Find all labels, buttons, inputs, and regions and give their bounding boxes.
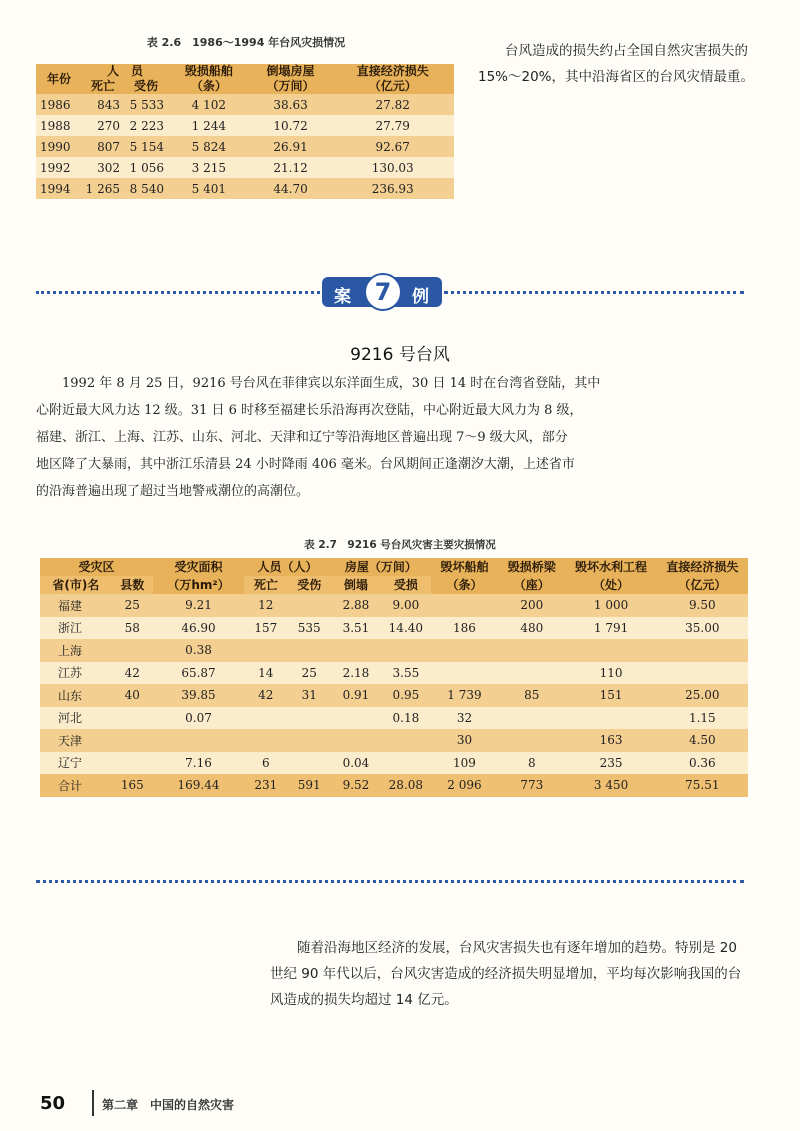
table-cell: 9.50	[657, 594, 748, 617]
table-cell: 235	[565, 752, 656, 775]
table-cell: 江苏	[40, 662, 112, 685]
table-cell: 上海	[40, 639, 112, 662]
col-dead: 死亡	[244, 576, 287, 594]
case-body-line: 的沿海普遍出现了超过当地警戒潮位的高潮位。	[36, 484, 310, 499]
table-cell: 9.21	[153, 594, 244, 617]
closing-paragraph: 随着沿海地区经济的发展，台风灾害损失也有逐年增加的趋势。特别是 20 世纪 90 年代以后，台风灾害造成的经济损失明显增加，平均每次影响我国的台风造成的损失均超过 14 亿元。	[270, 940, 742, 1008]
table-cell: 1 244	[168, 115, 250, 136]
table-cell: 270	[82, 115, 124, 136]
col-area: 受灾区	[40, 558, 153, 576]
table-cell: 773	[498, 774, 565, 797]
col-people: 人员（人）	[244, 558, 331, 576]
col-water-unit: （处）	[593, 578, 630, 592]
table-cell: 535	[288, 617, 331, 640]
table-cell: 9.00	[381, 594, 431, 617]
table-cell: 0.95	[381, 684, 431, 707]
col-ships: 毁损船舶	[168, 64, 250, 79]
table-cell: 157	[244, 617, 287, 640]
table-cell: 1 056	[124, 157, 168, 178]
table-cell: 山东	[40, 684, 112, 707]
table-cell: 40	[112, 684, 153, 707]
table-cell: 35.00	[657, 617, 748, 640]
table-cell: 1 791	[565, 617, 656, 640]
table-cell: 21.12	[250, 157, 332, 178]
case-number: 7	[374, 278, 392, 306]
table-cell: 辽宁	[40, 752, 112, 775]
case-body-line: 地区降了大暴雨，其中浙江乐清县 24 小时降雨 406 毫米。台风期间正逢潮汐大潮，上述省市	[36, 457, 575, 472]
table-cell: 31	[288, 684, 331, 707]
col-loss-unit: （亿元）	[678, 578, 727, 592]
side-note: 台风造成的损失约占全国自然灾害损失的 15%～20%，其中沿海省区的台风灾情最重。	[478, 43, 755, 85]
table-row	[40, 617, 748, 640]
table-row	[36, 136, 454, 157]
table-cell	[431, 594, 498, 617]
table-2-6	[36, 64, 454, 199]
col-affected-area-unit: （万hm²）	[167, 578, 230, 592]
table-cell: 2.88	[331, 594, 381, 617]
table-cell: 200	[498, 594, 565, 617]
col-loss-label: 直接经济损失	[666, 560, 739, 574]
table-2-7-caption: 表 2.7 9216 号台风灾害主要灾损情况	[304, 539, 496, 551]
table-cell	[288, 639, 331, 662]
col-affected-area-label: 受灾面积	[174, 560, 223, 574]
table-cell: 0.38	[153, 639, 244, 662]
table-cell: 14.40	[381, 617, 431, 640]
col-loss-unit: （亿元）	[331, 79, 454, 94]
dotted-divider	[444, 291, 744, 294]
table-cell: 58	[112, 617, 153, 640]
col-ships-label: 毁坏船舶	[440, 560, 489, 574]
table-cell: 3.55	[381, 662, 431, 685]
table-cell	[288, 594, 331, 617]
col-people: 人 员	[82, 64, 168, 79]
table-cell	[244, 729, 287, 752]
table-cell: 1992	[36, 157, 82, 178]
table-cell	[331, 639, 381, 662]
table-cell: 3 215	[168, 157, 250, 178]
table-cell	[112, 639, 153, 662]
table-cell: 4.50	[657, 729, 748, 752]
col-year: 年份	[36, 64, 82, 94]
table-cell: 32	[431, 707, 498, 730]
table-cell: 42	[112, 662, 153, 685]
table-2-6-caption: 表 2.6 1986～1994 年台风灾损情况	[146, 36, 346, 49]
table-cell	[498, 662, 565, 685]
table-cell: 39.85	[153, 684, 244, 707]
chapter-label: 第二章 中国的自然灾害	[102, 1098, 235, 1112]
table-cell: 110	[565, 662, 656, 685]
table-cell	[288, 707, 331, 730]
table-cell: 27.79	[331, 115, 454, 136]
table-cell: 3 450	[565, 774, 656, 797]
table-cell: 302	[82, 157, 124, 178]
table-cell: 1986	[36, 94, 82, 115]
table-cell: 44.70	[250, 178, 332, 199]
table-cell: 46.90	[153, 617, 244, 640]
table-cell	[657, 662, 748, 685]
table-row	[40, 662, 748, 685]
table-cell: 25	[112, 594, 153, 617]
col-bridges	[498, 558, 565, 594]
table-cell	[381, 752, 431, 775]
table-cell: 75.51	[657, 774, 748, 797]
table-row	[36, 157, 454, 178]
col-bridges-unit: （座）	[513, 578, 550, 592]
table-cell: 0.04	[331, 752, 381, 775]
table-cell: 14	[244, 662, 287, 685]
col-houses: 倒塌房屋	[250, 64, 332, 79]
table-row	[40, 684, 748, 707]
table-cell: 1994	[36, 178, 82, 199]
dotted-divider	[36, 291, 320, 294]
col-injured: 受伤	[124, 79, 168, 94]
table-cell: 4 102	[168, 94, 250, 115]
table-cell: 130.03	[331, 157, 454, 178]
case-badge-right: 例	[412, 287, 429, 307]
col-ships-unit: （条）	[446, 578, 483, 592]
case-body-line: 福建、浙江、上海、江苏、山东、河北、天津和辽宁等沿海地区普遍出现 7～9 级大风，部分	[36, 430, 568, 445]
table-cell: 236.93	[331, 178, 454, 199]
table-cell	[431, 662, 498, 685]
table-cell: 1988	[36, 115, 82, 136]
table-cell: 807	[82, 136, 124, 157]
table-row	[36, 94, 454, 115]
table-cell: 0.07	[153, 707, 244, 730]
table-row-total	[40, 774, 748, 797]
table-cell	[498, 729, 565, 752]
table-cell: 1 265	[82, 178, 124, 199]
col-damaged: 受损	[381, 576, 431, 594]
table-cell: 85	[498, 684, 565, 707]
table-cell: 9.52	[331, 774, 381, 797]
table-cell: 3.51	[331, 617, 381, 640]
table-cell	[498, 639, 565, 662]
table-cell: 5 154	[124, 136, 168, 157]
col-injured: 受伤	[288, 576, 331, 594]
col-water-label: 毁坏水利工程	[575, 560, 648, 574]
table-cell: 12	[244, 594, 287, 617]
table-cell: 6	[244, 752, 287, 775]
table-cell: 5 401	[168, 178, 250, 199]
table-cell: 25.00	[657, 684, 748, 707]
table-cell	[112, 707, 153, 730]
col-bridges-label: 毁损桥梁	[507, 560, 556, 574]
table-cell: 163	[565, 729, 656, 752]
table-row	[40, 752, 748, 775]
table-cell: 26.91	[250, 136, 332, 157]
col-dead: 死亡	[82, 79, 124, 94]
table-cell: 河北	[40, 707, 112, 730]
table-cell: 0.18	[381, 707, 431, 730]
table-cell: 福建	[40, 594, 112, 617]
table-row	[40, 639, 748, 662]
table-cell: 151	[565, 684, 656, 707]
table-cell: 109	[431, 752, 498, 775]
table-2-7	[40, 558, 748, 797]
table-cell	[331, 707, 381, 730]
case-badge-left: 案	[334, 287, 351, 307]
table-row	[36, 178, 454, 199]
col-ships	[431, 558, 498, 594]
table-cell: 38.63	[250, 94, 332, 115]
table-row	[40, 594, 748, 617]
table-cell: 231	[244, 774, 287, 797]
table-cell	[381, 639, 431, 662]
dotted-divider	[36, 880, 744, 883]
table-cell	[657, 639, 748, 662]
table-cell: 186	[431, 617, 498, 640]
table-cell	[112, 729, 153, 752]
table-cell	[381, 729, 431, 752]
table-row	[40, 729, 748, 752]
col-loss: 直接经济损失	[331, 64, 454, 79]
table-cell: 92.67	[331, 136, 454, 157]
col-counties: 县数	[112, 576, 153, 594]
table-cell	[244, 639, 287, 662]
case-body-line: 心附近最大风力达 12 级。31 日 6 时移至福建长乐沿海再次登陆，中心附近最大风力为 8 级，	[36, 403, 583, 418]
footer-divider	[92, 1090, 94, 1116]
table-cell: 0.36	[657, 752, 748, 775]
table-cell: 843	[82, 94, 124, 115]
table-cell: 1990	[36, 136, 82, 157]
table-row	[36, 115, 454, 136]
table-cell: 浙江	[40, 617, 112, 640]
table-cell: 169.44	[153, 774, 244, 797]
table-cell: 5 824	[168, 136, 250, 157]
table-cell: 1.15	[657, 707, 748, 730]
col-affected-area	[153, 558, 244, 594]
table-cell: 2 096	[431, 774, 498, 797]
case-number-circle	[364, 273, 402, 311]
case-badge	[322, 277, 442, 307]
table-cell: 591	[288, 774, 331, 797]
table-cell: 25	[288, 662, 331, 685]
col-ships-unit: （条）	[168, 79, 250, 94]
table-cell	[565, 707, 656, 730]
table-cell: 5 533	[124, 94, 168, 115]
table-cell	[565, 639, 656, 662]
table-cell	[331, 729, 381, 752]
case-body	[36, 370, 746, 505]
table-cell	[153, 729, 244, 752]
col-loss	[657, 558, 748, 594]
table-row	[40, 707, 748, 730]
table-cell: 0.91	[331, 684, 381, 707]
table-cell	[498, 707, 565, 730]
table-cell: 1 000	[565, 594, 656, 617]
table-cell: 27.82	[331, 94, 454, 115]
table-cell: 10.72	[250, 115, 332, 136]
table-cell: 2 223	[124, 115, 168, 136]
case-body-line: 1992 年 8 月 25 日，9216 号台风在菲律宾以东洋面生成，30 日 14 时在台湾省登陆，其中	[62, 376, 601, 391]
table-cell: 30	[431, 729, 498, 752]
table-cell: 165	[112, 774, 153, 797]
case-title: 9216 号台风	[350, 345, 450, 365]
table-cell: 天津	[40, 729, 112, 752]
page-number: 50	[40, 1093, 66, 1114]
table-cell: 2.18	[331, 662, 381, 685]
table-cell: 8	[498, 752, 565, 775]
col-houses-unit: （万间）	[250, 79, 332, 94]
table-cell	[288, 752, 331, 775]
table-cell	[112, 752, 153, 775]
col-province: 省(市)名	[40, 576, 112, 594]
table-cell: 480	[498, 617, 565, 640]
table-cell	[288, 729, 331, 752]
table-cell	[431, 639, 498, 662]
table-cell: 8 540	[124, 178, 168, 199]
table-cell	[244, 707, 287, 730]
table-cell: 65.87	[153, 662, 244, 685]
table-cell: 1 739	[431, 684, 498, 707]
table-cell: 28.08	[381, 774, 431, 797]
table-cell: 42	[244, 684, 287, 707]
table-cell: 合计	[40, 774, 112, 797]
col-houses: 房屋（万间）	[331, 558, 431, 576]
col-water	[565, 558, 656, 594]
table-cell: 7.16	[153, 752, 244, 775]
col-collapsed: 倒塌	[331, 576, 381, 594]
